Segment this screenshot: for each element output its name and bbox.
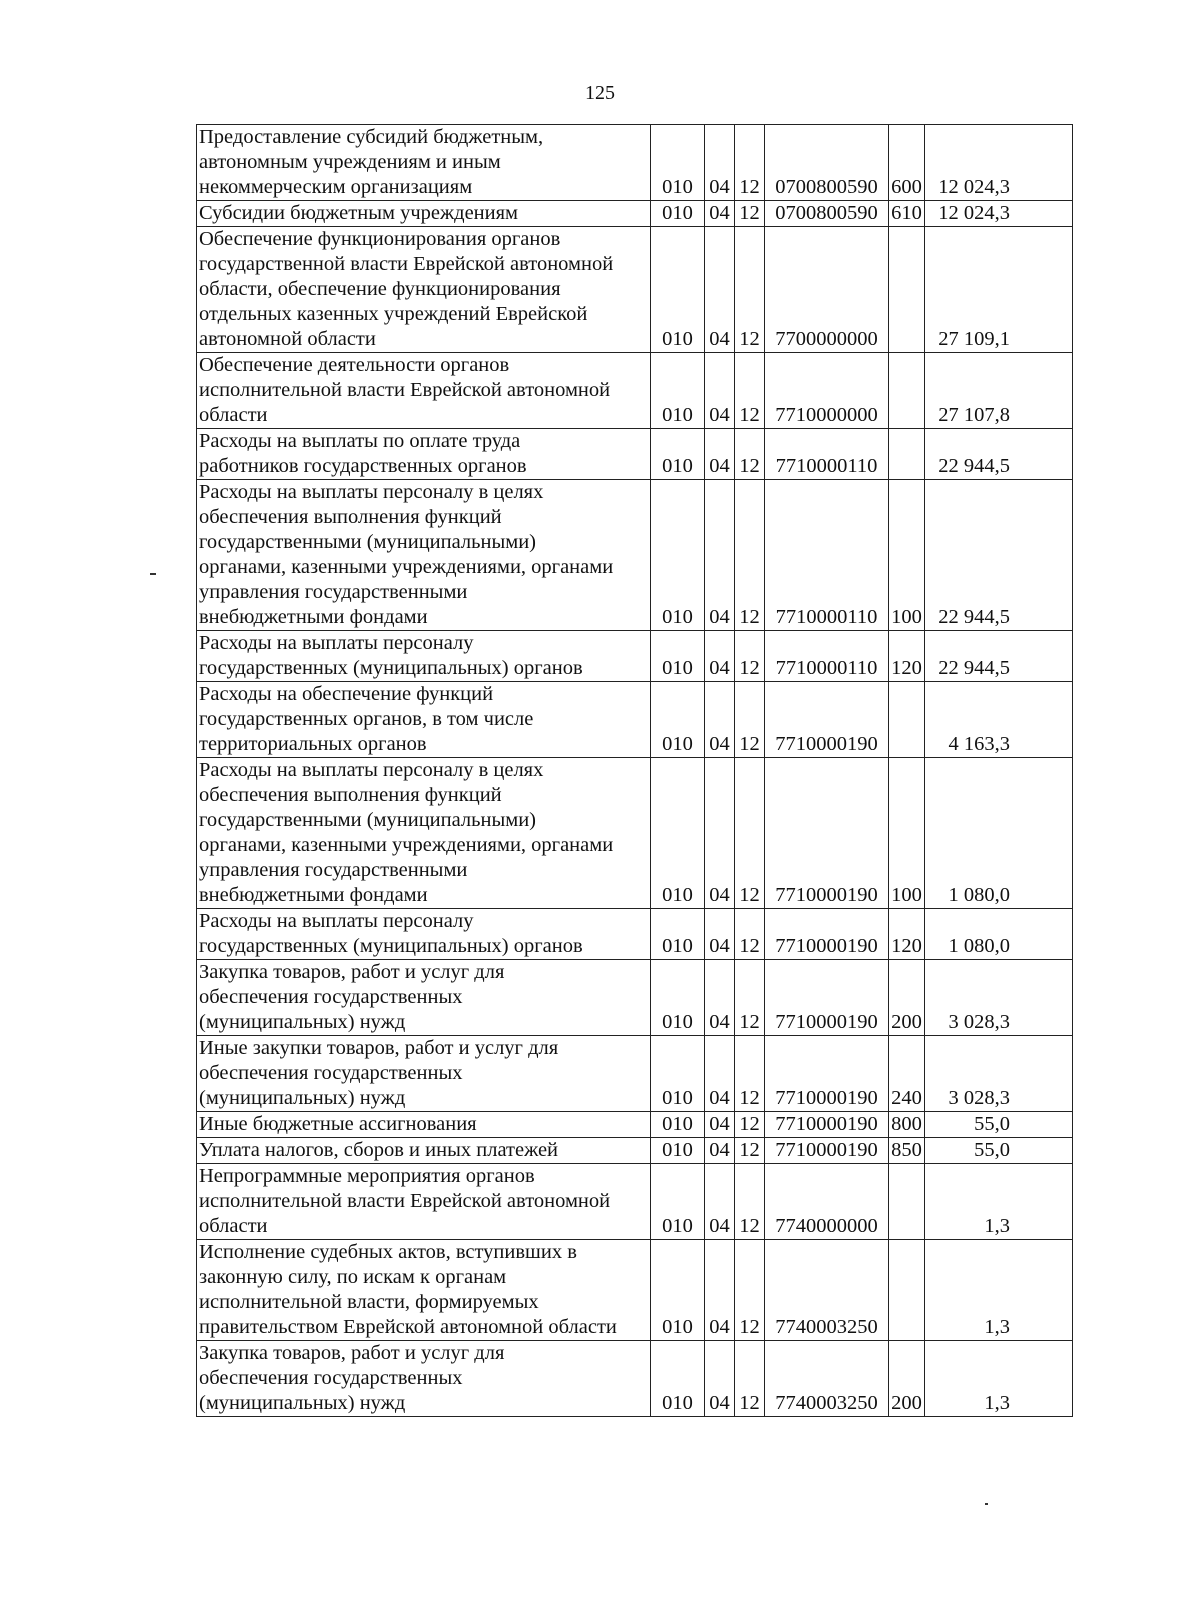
subsection-code-cell: 12 [735,125,765,201]
budget-rows [197,125,1073,1417]
target-item-code-cell: 7710000190 [765,1036,889,1112]
subsection-code-cell: 12 [735,960,765,1036]
subsection-code-cell: 12 [735,429,765,480]
table-row [197,1240,1073,1341]
amount-cell: 3 028,3 [925,1036,1073,1112]
amount-cell: 27 109,1 [925,227,1073,353]
expense-type-code-cell: 600 [889,125,925,201]
item-name-cell [197,682,651,758]
item-name-line: государственными (муниципальными) [199,809,536,831]
admin-code-cell: 010 [651,960,705,1036]
section-code-cell: 04 [705,682,735,758]
subsection-code-cell: 12 [735,480,765,631]
target-item-code-cell: 7710000190 [765,682,889,758]
subsection-code-cell: 12 [735,631,765,682]
section-code-cell: 04 [705,758,735,909]
item-name-cell [197,201,651,227]
item-name-cell [197,1341,651,1417]
amount-cell: 55,0 [925,1112,1073,1138]
amount-cell: 12 024,3 [925,125,1073,201]
item-name-line: Субсидии бюджетным учреждениям [199,202,519,224]
subsection-code-cell: 12 [735,227,765,353]
table-row [197,125,1073,201]
item-name-line: управления государственными [199,581,468,603]
expense-type-code-cell [889,353,925,429]
amount-cell: 3 028,3 [925,960,1073,1036]
item-name-line: (муниципальных) нужд [199,1392,406,1414]
item-name-line: обеспечения государственных [199,1062,463,1084]
target-item-code-cell: 7710000000 [765,353,889,429]
item-name-line: автономным учреждениям и иным [199,151,501,173]
subsection-code-cell: 12 [735,1036,765,1112]
scan-mark [150,573,156,575]
target-item-code-cell: 7710000190 [765,1138,889,1164]
section-code-cell: 04 [705,1341,735,1417]
expense-type-code-cell [889,1164,925,1240]
admin-code-cell: 010 [651,1240,705,1341]
item-name-line: Закупка товаров, работ и услуг для [199,961,505,983]
admin-code-cell: 010 [651,1341,705,1417]
admin-code-cell: 010 [651,909,705,960]
target-item-code-cell: 7740003250 [765,1341,889,1417]
item-name-line: органами, казенными учреждениями, органами [199,834,614,856]
admin-code-cell: 010 [651,201,705,227]
expense-type-code-cell [889,682,925,758]
item-name-line: автономной области [199,328,376,350]
item-name-line: управления государственными [199,859,468,881]
item-name-line: Уплата налогов, сборов и иных платежей [199,1139,559,1161]
item-name-cell [197,1112,651,1138]
expense-type-code-cell: 120 [889,631,925,682]
page-number: 125 [585,82,615,104]
section-code-cell: 04 [705,960,735,1036]
item-name-line: государственных (муниципальных) органов [199,657,583,679]
target-item-code-cell: 7710000190 [765,909,889,960]
target-item-code-cell: 7700000000 [765,227,889,353]
table-row [197,960,1073,1036]
section-code-cell: 04 [705,429,735,480]
item-name-line: обеспечения выполнения функций [199,784,502,806]
admin-code-cell: 010 [651,631,705,682]
expense-type-code-cell: 800 [889,1112,925,1138]
section-code-cell: 04 [705,631,735,682]
item-name-line: государственной власти Еврейской автономной [199,253,614,275]
item-name-line: правительством Еврейской автономной области [199,1316,617,1338]
subsection-code-cell: 12 [735,1240,765,1341]
expense-type-code-cell: 100 [889,480,925,631]
item-name-line: Иные закупки товаров, работ и услуг для [199,1037,559,1059]
section-code-cell: 04 [705,201,735,227]
amount-cell: 1 080,0 [925,909,1073,960]
expense-type-code-cell: 850 [889,1138,925,1164]
table-row [197,1138,1073,1164]
target-item-code-cell: 7710000110 [765,429,889,480]
item-name-line: Расходы на выплаты персоналу в целях [199,759,544,781]
target-item-code-cell: 7710000190 [765,1112,889,1138]
expense-type-code-cell: 610 [889,201,925,227]
amount-cell: 4 163,3 [925,682,1073,758]
item-name-line: Закупка товаров, работ и услуг для [199,1342,505,1364]
admin-code-cell: 010 [651,353,705,429]
item-name-line: Непрограммные мероприятия органов [199,1165,535,1187]
admin-code-cell: 010 [651,758,705,909]
amount-cell: 27 107,8 [925,353,1073,429]
budget-table [196,124,1073,1417]
item-name-line: Исполнение судебных актов, вступивших в [199,1241,577,1263]
subsection-code-cell: 12 [735,353,765,429]
item-name-line: области [199,1215,268,1237]
subsection-code-cell: 12 [735,1138,765,1164]
item-name-line: Расходы на выплаты персоналу [199,910,474,932]
table-row [197,1341,1073,1417]
table-row [197,480,1073,631]
target-item-code-cell: 7710000190 [765,758,889,909]
expense-type-code-cell: 200 [889,960,925,1036]
table-row [197,1164,1073,1240]
item-name-line: внебюджетными фондами [199,884,428,906]
item-name-line: области, обеспечение функционирования [199,278,561,300]
scan-mark [985,1503,988,1505]
section-code-cell: 04 [705,227,735,353]
admin-code-cell: 010 [651,1036,705,1112]
target-item-code-cell: 7710000190 [765,960,889,1036]
item-name-line: территориальных органов [199,733,427,755]
admin-code-cell: 010 [651,125,705,201]
item-name-line: обеспечения государственных [199,1367,463,1389]
amount-cell: 22 944,5 [925,480,1073,631]
item-name-line: обеспечения государственных [199,986,463,1008]
target-item-code-cell: 7740003250 [765,1240,889,1341]
item-name-cell [197,125,651,201]
table-row [197,429,1073,480]
item-name-cell [197,1240,651,1341]
target-item-code-cell: 0700800590 [765,125,889,201]
item-name-line: обеспечения выполнения функций [199,506,502,528]
item-name-cell [197,758,651,909]
section-code-cell: 04 [705,1036,735,1112]
item-name-line: области [199,404,268,426]
amount-cell: 1,3 [925,1164,1073,1240]
item-name-line: государственных органов, в том числе [199,708,534,730]
item-name-line: (муниципальных) нужд [199,1087,406,1109]
amount-cell: 1,3 [925,1341,1073,1417]
admin-code-cell: 010 [651,1138,705,1164]
admin-code-cell: 010 [651,429,705,480]
item-name-cell [197,631,651,682]
table-row [197,682,1073,758]
section-code-cell: 04 [705,1164,735,1240]
section-code-cell: 04 [705,125,735,201]
subsection-code-cell: 12 [735,909,765,960]
item-name-cell [197,1164,651,1240]
expense-type-code-cell [889,227,925,353]
item-name-line: законную силу, по искам к органам [199,1266,507,1288]
item-name-cell [197,429,651,480]
admin-code-cell: 010 [651,480,705,631]
admin-code-cell: 010 [651,1112,705,1138]
item-name-cell [197,1036,651,1112]
expense-type-code-cell [889,1240,925,1341]
item-name-line: органами, казенными учреждениями, органами [199,556,614,578]
item-name-line: Предоставление субсидий бюджетным, [199,126,544,148]
subsection-code-cell: 12 [735,201,765,227]
table-row [197,1112,1073,1138]
expense-type-code-cell: 120 [889,909,925,960]
item-name-line: Расходы на выплаты персоналу в целях [199,481,544,503]
subsection-code-cell: 12 [735,1341,765,1417]
item-name-line: Обеспечение функционирования органов [199,228,561,250]
section-code-cell: 04 [705,353,735,429]
amount-cell: 22 944,5 [925,631,1073,682]
admin-code-cell: 010 [651,227,705,353]
item-name-line: государственных (муниципальных) органов [199,935,583,957]
item-name-line: Расходы на выплаты персоналу [199,632,474,654]
item-name-line: Иные бюджетные ассигнования [199,1113,477,1135]
section-code-cell: 04 [705,1240,735,1341]
item-name-line: исполнительной власти Еврейской автономной [199,379,611,401]
expense-type-code-cell: 200 [889,1341,925,1417]
target-item-code-cell: 7710000110 [765,480,889,631]
expense-type-code-cell [889,429,925,480]
item-name-line: отдельных казенных учреждений Еврейской [199,303,588,325]
item-name-line: Расходы на обеспечение функций [199,683,494,705]
expense-type-code-cell: 100 [889,758,925,909]
section-code-cell: 04 [705,1138,735,1164]
subsection-code-cell: 12 [735,1112,765,1138]
amount-cell: 55,0 [925,1138,1073,1164]
item-name-cell [197,960,651,1036]
target-item-code-cell: 0700800590 [765,201,889,227]
table-row [197,758,1073,909]
admin-code-cell: 010 [651,1164,705,1240]
target-item-code-cell: 7710000110 [765,631,889,682]
item-name-line: некоммерческим организациям [199,176,473,198]
item-name-line: внебюджетными фондами [199,606,428,628]
item-name-line: Обеспечение деятельности органов [199,354,510,376]
amount-cell: 12 024,3 [925,201,1073,227]
table-row [197,227,1073,353]
item-name-cell [197,353,651,429]
table-row [197,201,1073,227]
subsection-code-cell: 12 [735,1164,765,1240]
item-name-line: (муниципальных) нужд [199,1011,406,1033]
target-item-code-cell: 7740000000 [765,1164,889,1240]
table-row [197,353,1073,429]
item-name-cell [197,909,651,960]
section-code-cell: 04 [705,909,735,960]
item-name-cell [197,480,651,631]
amount-cell: 22 944,5 [925,429,1073,480]
item-name-line: Расходы на выплаты по оплате труда [199,430,521,452]
item-name-line: исполнительной власти Еврейской автономной [199,1190,611,1212]
amount-cell: 1,3 [925,1240,1073,1341]
item-name-line: государственными (муниципальными) [199,531,536,553]
section-code-cell: 04 [705,1112,735,1138]
item-name-cell [197,1138,651,1164]
admin-code-cell: 010 [651,682,705,758]
item-name-line: работников государственных органов [199,455,527,477]
table-row [197,631,1073,682]
subsection-code-cell: 12 [735,682,765,758]
item-name-cell [197,227,651,353]
table-row [197,1036,1073,1112]
expense-type-code-cell: 240 [889,1036,925,1112]
table-row [197,909,1073,960]
item-name-line: исполнительной власти, формируемых [199,1291,539,1313]
subsection-code-cell: 12 [735,758,765,909]
amount-cell: 1 080,0 [925,758,1073,909]
section-code-cell: 04 [705,480,735,631]
